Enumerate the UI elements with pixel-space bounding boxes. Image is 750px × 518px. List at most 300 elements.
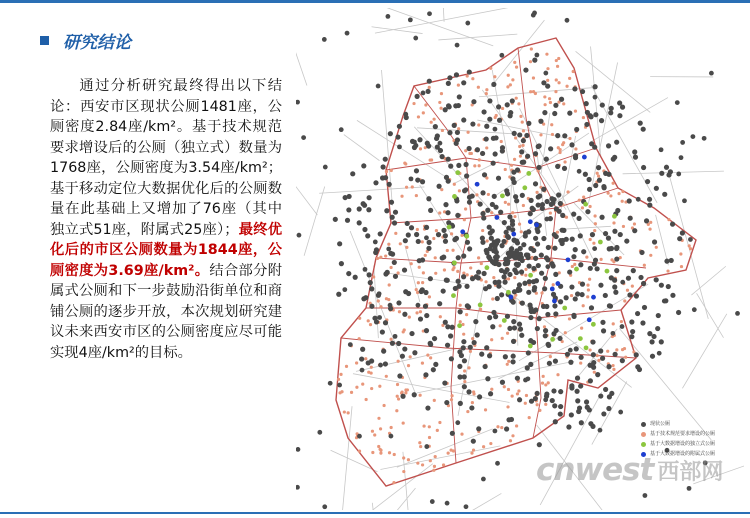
planned-toilet-dot	[519, 115, 522, 118]
existing-toilet-dot	[530, 206, 535, 211]
existing-toilet-dot	[558, 389, 563, 394]
existing-toilet-dot	[425, 89, 430, 94]
existing-toilet-dot	[466, 389, 471, 394]
existing-toilet-dot	[431, 367, 436, 372]
existing-toilet-dot	[347, 194, 352, 199]
existing-toilet-dot	[513, 254, 518, 259]
planned-toilet-dot	[463, 380, 466, 383]
planned-toilet-dot	[428, 86, 431, 89]
planned-toilet-dot	[434, 455, 437, 458]
existing-toilet-dot	[390, 215, 395, 220]
planned-toilet-dot	[543, 95, 546, 98]
planned-toilet-dot	[484, 280, 487, 283]
existing-toilet-dot	[505, 267, 510, 272]
existing-toilet-dot	[596, 165, 601, 170]
planned-toilet-dot	[345, 365, 348, 368]
planned-toilet-dot	[612, 221, 615, 224]
planned-toilet-dot	[385, 375, 388, 378]
existing-toilet-dot	[487, 98, 492, 103]
existing-toilet-dot	[427, 11, 432, 16]
existing-toilet-dot	[539, 271, 544, 276]
planned-toilet-dot	[485, 88, 488, 91]
existing-toilet-dot	[491, 161, 496, 166]
planned-toilet-dot	[441, 129, 444, 132]
planned-toilet-dot	[578, 199, 581, 202]
existing-toilet-dot	[641, 127, 646, 132]
existing-toilet-dot	[345, 31, 350, 36]
planned-toilet-dot	[580, 327, 583, 330]
planned-toilet-dot	[487, 193, 490, 196]
existing-toilet-dot	[466, 304, 471, 309]
bigdata-standalone-dot	[464, 234, 469, 239]
planned-toilet-dot	[415, 194, 418, 197]
road-line	[335, 464, 433, 510]
existing-toilet-dot	[551, 331, 556, 336]
planned-toilet-dot	[438, 101, 441, 104]
existing-toilet-dot	[514, 198, 519, 203]
existing-toilet-dot	[426, 246, 431, 251]
planned-toilet-dot	[415, 288, 418, 291]
existing-toilet-dot	[446, 157, 451, 162]
existing-toilet-dot	[448, 333, 453, 338]
existing-toilet-dot	[425, 405, 430, 410]
planned-toilet-dot	[555, 78, 558, 81]
planned-toilet-dot	[506, 332, 509, 335]
planned-toilet-dot	[439, 107, 442, 110]
existing-toilet-dot	[624, 238, 629, 243]
existing-toilet-dot	[395, 134, 400, 139]
existing-toilet-dot	[628, 216, 633, 221]
planned-toilet-dot	[504, 168, 507, 171]
planned-toilet-dot	[435, 229, 438, 232]
existing-toilet-dot	[620, 324, 625, 329]
existing-toilet-dot	[465, 240, 470, 245]
existing-toilet-dot	[393, 334, 398, 339]
existing-toilet-dot	[591, 360, 596, 365]
existing-toilet-dot	[545, 199, 550, 204]
existing-toilet-dot	[427, 79, 432, 84]
existing-toilet-dot	[462, 374, 467, 379]
planned-toilet-dot	[421, 240, 424, 243]
existing-toilet-dot	[533, 396, 538, 401]
existing-toilet-dot	[532, 58, 537, 63]
planned-toilet-dot	[568, 317, 571, 320]
existing-toilet-dot	[447, 130, 452, 135]
existing-toilet-dot	[492, 194, 497, 199]
planned-toilet-dot	[649, 221, 652, 224]
existing-toilet-dot	[443, 239, 448, 244]
existing-toilet-dot	[510, 219, 515, 224]
existing-toilet-dot	[543, 333, 548, 338]
planned-toilet-dot	[688, 244, 691, 247]
existing-toilet-dot	[521, 138, 526, 143]
existing-toilet-dot	[589, 305, 594, 310]
existing-toilet-dot	[489, 236, 494, 241]
existing-toilet-dot	[504, 188, 509, 193]
existing-toilet-dot	[412, 140, 417, 145]
existing-toilet-dot	[461, 80, 466, 85]
planned-toilet-dot	[546, 67, 549, 70]
planned-toilet-dot	[528, 416, 531, 419]
existing-toilet-dot	[593, 258, 598, 263]
planned-toilet-dot	[536, 403, 539, 406]
existing-toilet-dot	[598, 428, 603, 433]
existing-toilet-dot	[494, 250, 499, 255]
existing-toilet-dot	[342, 287, 347, 292]
planned-toilet-dot	[459, 304, 462, 307]
planned-toilet-dot	[358, 450, 361, 453]
planned-toilet-dot	[689, 247, 692, 250]
existing-toilet-dot	[373, 240, 378, 245]
existing-toilet-dot	[403, 238, 408, 243]
existing-toilet-dot	[614, 268, 619, 273]
existing-toilet-dot	[369, 286, 374, 291]
existing-toilet-dot	[656, 313, 661, 318]
existing-toilet-dot	[544, 217, 549, 222]
existing-toilet-dot	[591, 352, 596, 357]
existing-toilet-dot	[449, 356, 454, 361]
existing-toilet-dot	[380, 329, 385, 334]
existing-toilet-dot	[476, 426, 481, 431]
planned-toilet-dot	[515, 424, 518, 427]
planned-toilet-dot	[511, 211, 514, 214]
existing-toilet-dot	[378, 231, 383, 236]
bigdata-standalone-dot	[452, 260, 457, 265]
existing-toilet-dot	[692, 307, 697, 312]
existing-toilet-dot	[579, 420, 584, 425]
planned-toilet-dot	[459, 320, 462, 323]
road-line	[296, 8, 307, 86]
planned-toilet-dot	[407, 364, 410, 367]
existing-toilet-dot	[606, 406, 611, 411]
existing-toilet-dot	[588, 378, 593, 383]
planned-toilet-dot	[585, 255, 588, 258]
existing-toilet-dot	[333, 217, 338, 222]
planned-toilet-dot	[574, 147, 577, 150]
road-line	[691, 266, 725, 295]
existing-toilet-dot	[574, 127, 579, 132]
existing-toilet-dot	[381, 164, 386, 169]
planned-toilet-dot	[404, 388, 407, 391]
existing-toilet-dot	[409, 176, 414, 181]
existing-toilet-dot	[493, 127, 498, 132]
planned-toilet-dot	[370, 366, 373, 369]
existing-toilet-dot	[600, 102, 605, 107]
planned-toilet-dot	[626, 289, 629, 292]
planned-toilet-dot	[543, 325, 546, 328]
existing-toilet-dot	[595, 266, 600, 271]
existing-toilet-dot	[571, 313, 576, 318]
existing-toilet-dot	[535, 391, 540, 396]
existing-toilet-dot	[491, 260, 496, 265]
bigdata-standalone-dot	[452, 194, 457, 199]
existing-toilet-dot	[455, 130, 460, 135]
existing-toilet-dot	[635, 364, 640, 369]
planned-toilet-dot	[568, 137, 571, 140]
existing-toilet-dot	[363, 267, 368, 272]
existing-toilet-dot	[367, 272, 372, 277]
planned-toilet-dot	[586, 284, 589, 287]
existing-toilet-dot	[578, 262, 583, 267]
planned-toilet-dot	[574, 110, 577, 113]
existing-toilet-dot	[402, 267, 407, 272]
existing-toilet-dot	[556, 192, 561, 197]
existing-toilet-dot	[576, 216, 581, 221]
existing-toilet-dot	[430, 499, 435, 504]
planned-toilet-dot	[377, 445, 380, 448]
planned-toilet-dot	[513, 158, 516, 161]
planned-toilet-dot	[347, 411, 350, 414]
existing-toilet-dot	[484, 345, 489, 350]
planned-toilet-dot	[557, 146, 560, 149]
existing-toilet-dot	[441, 255, 446, 260]
planned-toilet-dot	[463, 369, 466, 372]
existing-toilet-dot	[385, 14, 390, 19]
existing-toilet-dot	[567, 111, 572, 116]
existing-toilet-dot	[626, 276, 631, 281]
existing-toilet-dot	[593, 112, 598, 117]
existing-toilet-dot	[464, 284, 469, 289]
existing-toilet-dot	[735, 311, 740, 316]
existing-toilet-dot	[397, 373, 402, 378]
existing-toilet-dot	[461, 117, 466, 122]
existing-toilet-dot	[443, 233, 448, 238]
planned-toilet-dot	[436, 429, 439, 432]
planned-toilet-dot	[592, 242, 595, 245]
existing-toilet-dot	[558, 411, 563, 416]
existing-toilet-dot	[388, 131, 393, 136]
existing-toilet-dot	[476, 270, 481, 275]
existing-toilet-dot	[546, 342, 551, 347]
existing-toilet-dot	[350, 171, 355, 176]
planned-toilet-dot	[432, 469, 435, 472]
existing-toilet-dot	[500, 380, 505, 385]
existing-toilet-dot	[510, 359, 515, 364]
existing-toilet-dot	[523, 378, 528, 383]
existing-toilet-dot	[526, 121, 531, 126]
planned-toilet-dot	[450, 398, 453, 401]
planned-toilet-dot	[546, 79, 549, 82]
existing-toilet-dot	[423, 304, 428, 309]
planned-toilet-dot	[547, 381, 550, 384]
existing-toilet-dot	[515, 376, 520, 381]
existing-toilet-dot	[498, 210, 503, 215]
existing-toilet-dot	[618, 232, 623, 237]
existing-toilet-dot	[456, 103, 461, 108]
existing-toilet-dot	[632, 149, 637, 154]
planned-toilet-dot	[607, 192, 610, 195]
existing-toilet-dot	[614, 246, 619, 251]
existing-toilet-dot	[638, 121, 643, 126]
planned-toilet-dot	[458, 189, 461, 192]
existing-toilet-dot	[669, 258, 674, 263]
existing-toilet-dot	[482, 172, 487, 177]
bigdata-standalone-dot	[457, 323, 462, 328]
bigdata-attached-dot	[550, 287, 555, 292]
existing-toilet-dot	[428, 208, 433, 213]
watermark-logo-cn: 西部网	[657, 459, 724, 485]
planned-toilet-dot	[419, 445, 422, 448]
planned-toilet-dot	[471, 337, 474, 340]
existing-toilet-dot	[523, 67, 528, 72]
planned-toilet-dot	[558, 151, 561, 154]
existing-toilet-dot	[579, 355, 584, 360]
planned-toilet-dot	[572, 70, 575, 73]
existing-toilet-dot	[459, 353, 464, 358]
planned-toilet-dot	[377, 299, 380, 302]
existing-toilet-dot	[464, 504, 469, 509]
existing-toilet-dot	[618, 410, 623, 415]
planned-toilet-dot	[358, 317, 361, 320]
existing-toilet-dot	[562, 166, 567, 171]
existing-toilet-dot	[652, 239, 657, 244]
planned-toilet-dot	[379, 427, 382, 430]
existing-toilet-dot	[555, 164, 560, 169]
planned-toilet-dot	[507, 277, 510, 280]
existing-toilet-dot	[520, 193, 525, 198]
planned-toilet-dot	[490, 338, 493, 341]
planned-toilet-dot	[470, 451, 473, 454]
planned-toilet-dot	[521, 144, 524, 147]
existing-toilet-dot	[614, 140, 619, 145]
existing-toilet-dot	[450, 431, 455, 436]
existing-toilet-dot	[654, 186, 659, 191]
planned-toilet-dot	[415, 311, 418, 314]
planned-toilet-dot	[551, 133, 554, 136]
existing-toilet-dot	[458, 401, 463, 406]
existing-toilet-dot	[487, 353, 492, 358]
existing-toilet-dot	[493, 151, 498, 156]
existing-toilet-dot	[454, 141, 459, 146]
planned-toilet-dot	[509, 439, 512, 442]
existing-toilet-dot	[369, 358, 374, 363]
existing-toilet-dot	[552, 232, 557, 237]
road-line	[319, 187, 424, 193]
planned-toilet-dot	[390, 426, 393, 429]
existing-toilet-dot	[337, 383, 342, 388]
existing-toilet-dot	[480, 240, 485, 245]
existing-toilet-dot	[368, 280, 373, 285]
planned-toilet-dot	[581, 206, 584, 209]
planned-toilet-dot	[612, 368, 615, 371]
existing-toilet-dot	[405, 221, 410, 226]
existing-toilet-dot	[365, 233, 370, 238]
planned-toilet-dot	[539, 133, 542, 136]
existing-toilet-dot	[518, 251, 523, 256]
existing-toilet-dot	[585, 110, 590, 115]
existing-toilet-dot	[551, 197, 556, 202]
existing-toilet-dot	[510, 98, 515, 103]
planned-toilet-dot	[370, 387, 373, 390]
planned-toilet-dot	[596, 354, 599, 357]
existing-toilet-dot	[709, 71, 714, 76]
planned-toilet-dot	[494, 116, 497, 119]
existing-toilet-dot	[508, 252, 513, 257]
planned-toilet-dot	[367, 319, 370, 322]
existing-toilet-dot	[481, 477, 486, 482]
existing-toilet-dot	[438, 141, 443, 146]
existing-toilet-dot	[427, 240, 432, 245]
existing-toilet-dot	[583, 172, 588, 177]
road-line	[296, 107, 317, 215]
existing-toilet-dot	[573, 247, 578, 252]
bigdata-attached-dot	[582, 155, 587, 160]
existing-toilet-dot	[578, 383, 583, 388]
existing-toilet-dot	[467, 200, 472, 205]
existing-toilet-dot	[549, 261, 554, 266]
existing-toilet-dot	[590, 424, 595, 429]
planned-toilet-dot	[579, 361, 582, 364]
existing-toilet-dot	[524, 252, 529, 257]
existing-toilet-dot	[479, 352, 484, 357]
existing-toilet-dot	[517, 397, 522, 402]
planned-toilet-dot	[573, 263, 576, 266]
planned-toilet-dot	[518, 223, 521, 226]
existing-toilet-dot	[650, 354, 655, 359]
planned-toilet-dot	[470, 152, 473, 155]
existing-toilet-dot	[389, 200, 394, 205]
existing-toilet-dot	[581, 249, 586, 254]
road-line	[337, 406, 352, 510]
existing-toilet-dot	[383, 175, 388, 180]
existing-toilet-dot	[495, 461, 500, 466]
planned-toilet-dot	[478, 164, 481, 167]
planned-toilet-dot	[623, 299, 626, 302]
existing-toilet-dot	[378, 363, 383, 368]
planned-toilet-dot	[373, 433, 376, 436]
existing-toilet-dot	[426, 196, 431, 201]
existing-toilet-dot	[649, 339, 654, 344]
existing-toilet-dot	[588, 114, 593, 119]
planned-toilet-dot	[447, 452, 450, 455]
existing-toilet-dot	[627, 292, 632, 297]
planned-toilet-dot	[615, 348, 618, 351]
existing-toilet-dot	[500, 145, 505, 150]
bigdata-standalone-dot	[574, 267, 579, 272]
existing-toilet-dot	[434, 136, 439, 141]
legend-item: 基于大数据增设的附属式公厕	[641, 449, 715, 459]
existing-toilet-dot	[595, 372, 600, 377]
planned-toilet-dot	[387, 243, 390, 246]
planned-toilet-dot	[582, 304, 585, 307]
planned-toilet-dot	[582, 116, 585, 119]
existing-toilet-dot	[447, 75, 452, 80]
planned-toilet-dot	[457, 84, 460, 87]
planned-toilet-dot	[501, 107, 504, 110]
planned-toilet-dot	[513, 215, 516, 218]
bigdata-attached-dot	[460, 229, 465, 234]
existing-toilet-dot	[609, 246, 614, 251]
legend-item: 基于大数据增设的独立式公厕	[641, 439, 715, 449]
planned-toilet-dot	[509, 83, 512, 86]
planned-toilet-dot	[490, 388, 493, 391]
planned-toilet-dot	[440, 188, 443, 191]
road-line	[510, 175, 512, 216]
planned-toilet-dot	[452, 449, 455, 452]
existing-toilet-dot	[676, 172, 681, 177]
planned-toilet-dot	[467, 366, 470, 369]
existing-toilet-dot	[608, 304, 613, 309]
existing-toilet-dot	[575, 376, 580, 381]
existing-toilet-dot	[543, 276, 548, 281]
planned-toilet-dot	[550, 123, 553, 126]
existing-toilet-dot	[640, 320, 645, 325]
planned-toilet-dot	[473, 164, 476, 167]
existing-toilet-dot	[362, 227, 367, 232]
existing-toilet-dot	[612, 229, 617, 234]
existing-toilet-dot	[680, 140, 685, 145]
planned-toilet-dot	[421, 463, 424, 466]
